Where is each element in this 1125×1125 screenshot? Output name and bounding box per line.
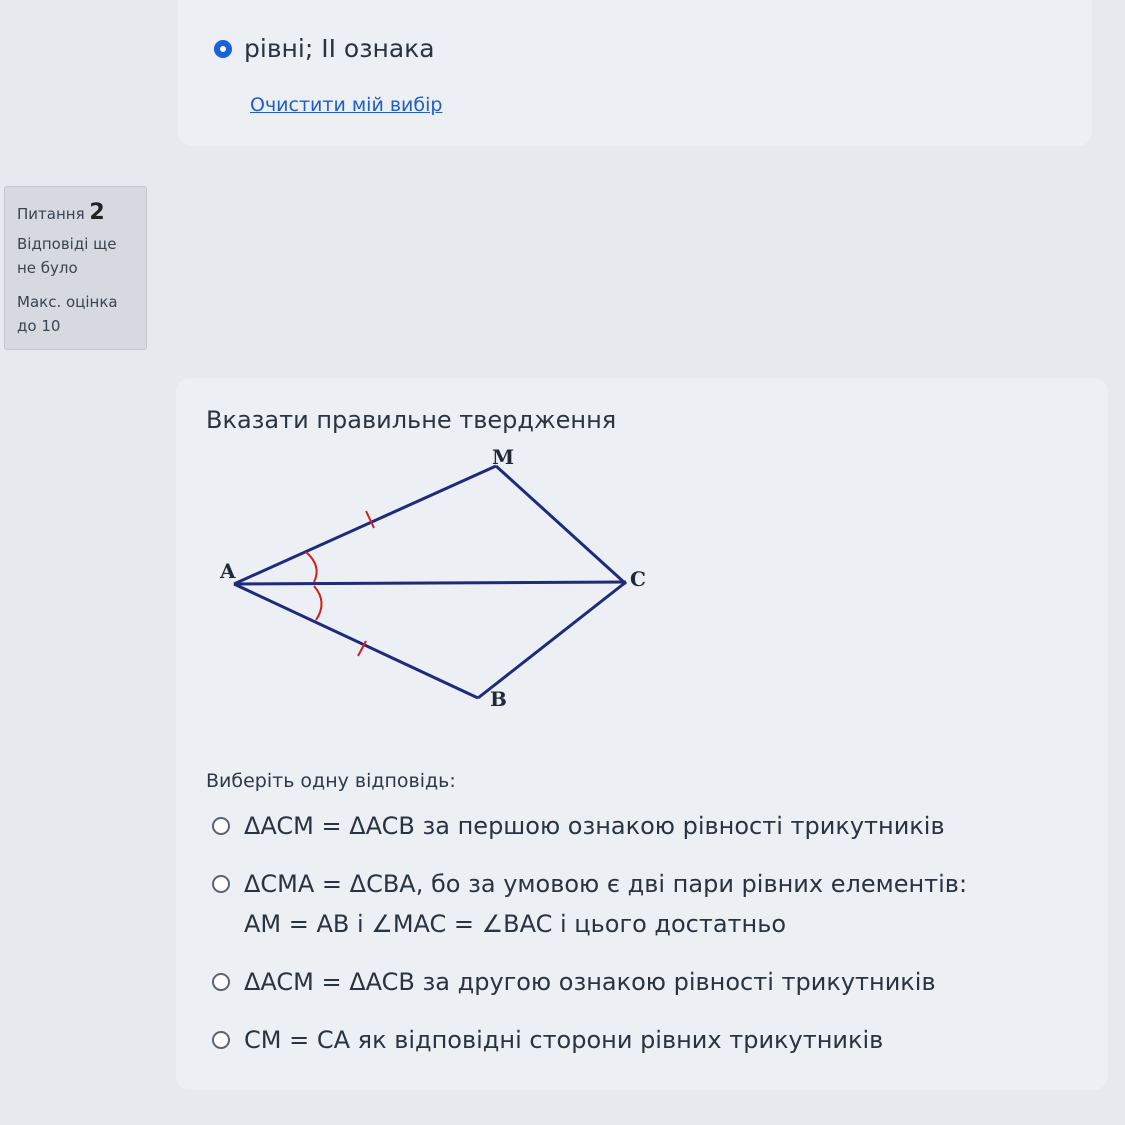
radio-button[interactable]	[212, 1031, 230, 1049]
answer-option-2[interactable]	[212, 864, 967, 944]
segment-AM	[234, 466, 496, 584]
answer-text	[244, 864, 967, 944]
answer-line: ΔCMA = ΔCBA, бо за умовою є дві пари рівних елементів:	[244, 870, 968, 898]
answer-option-4[interactable]	[212, 1020, 883, 1060]
answer-text	[244, 962, 936, 1002]
question-max-grade: Макс. оцінка до 10	[17, 293, 118, 335]
answer-prompt: Виберіть одну відповідь:	[206, 770, 456, 792]
angle-arc-BAC	[314, 586, 322, 620]
radio-button[interactable]	[212, 817, 230, 835]
prev-option-label: рівні; II ознака	[244, 34, 435, 63]
question-card	[176, 378, 1108, 1090]
figure-lines	[234, 466, 626, 698]
clear-choice-link[interactable]: Очистити мій вибір	[250, 94, 443, 116]
segment-MC	[496, 466, 626, 584]
radio-button[interactable]	[212, 973, 230, 991]
radio-button[interactable]	[212, 875, 230, 893]
answer-line: ΔACM = ΔACB за першою ознакою рівності трикутників	[244, 812, 945, 840]
question-status: Відповіді ще не було	[17, 235, 117, 277]
question-number	[17, 201, 134, 226]
answer-line: CM = CA як відповідні сторони рівних трикутників	[244, 1026, 884, 1054]
answer-text	[244, 1020, 883, 1060]
answer-text	[244, 806, 945, 846]
answer-option-1[interactable]	[212, 806, 945, 846]
vertex-label-M: M	[492, 448, 515, 469]
question-label: Питання	[17, 205, 85, 223]
vertex-label-A: A	[220, 559, 236, 583]
previous-question-card	[178, 0, 1092, 146]
angle-arc-MAC	[306, 552, 317, 582]
radio-button-selected[interactable]	[214, 40, 232, 58]
question-text: Вказати правильне твердження	[206, 406, 617, 434]
triangle-figure	[216, 448, 656, 718]
segment-BC	[478, 582, 626, 698]
vertex-label-B: B	[490, 687, 507, 711]
question-info-panel	[4, 186, 147, 350]
question-number-value: 2	[89, 200, 105, 225]
segment-AC	[234, 582, 626, 584]
segment-AB	[234, 584, 478, 698]
vertex-label-C: C	[630, 567, 646, 591]
prev-option-2[interactable]	[214, 34, 435, 63]
answer-line: ΔACM = ΔACB за другою ознакою рівності трикутників	[244, 968, 936, 996]
answer-option-3[interactable]	[212, 962, 936, 1002]
answer-line-2: AM = AB і ∠MAC = ∠BAC і цього достатньо	[244, 910, 787, 938]
